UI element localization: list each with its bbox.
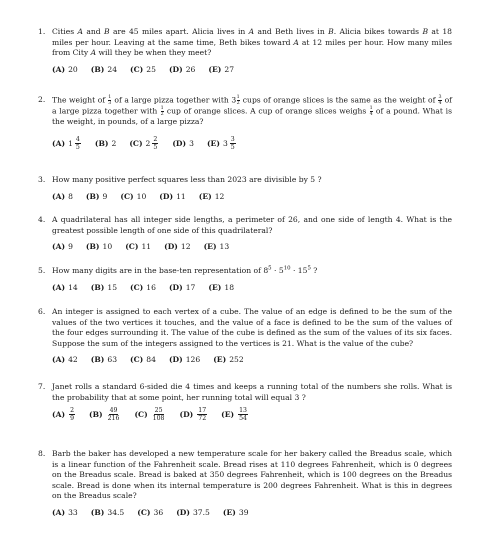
choice-c[interactable]: (C) 36 xyxy=(137,507,164,517)
problem-5 xyxy=(38,265,452,292)
problem-number: 7. xyxy=(38,382,46,391)
fraction: $\frac{1}{4}$ xyxy=(369,106,373,118)
choice-b[interactable]: (B) 24 xyxy=(90,64,118,74)
choice-a[interactable]: (A) 8 xyxy=(52,191,73,201)
problem-2 xyxy=(38,95,453,151)
choice-b[interactable]: (B) 63 xyxy=(90,355,118,365)
choice-e[interactable]: (E) 39 xyxy=(222,507,249,517)
problem-1 xyxy=(38,27,452,74)
problem-text: How many positive perfect squares less than 2023 are divisible by 5 ? xyxy=(52,175,322,184)
problem-6 xyxy=(38,307,452,365)
choice-b[interactable]: (B) 15 xyxy=(90,282,118,292)
choice-d[interactable]: (D) 17 xyxy=(168,282,196,292)
choice-d[interactable]: (D) 37.5 xyxy=(176,507,210,517)
choice-c[interactable]: (C) 84 xyxy=(130,355,156,365)
choice-a[interactable]: (A) 1 $\frac{4}{5}$ xyxy=(52,135,80,151)
choice-c[interactable]: (C) 10 xyxy=(120,191,147,201)
choice-b[interactable]: (B) 34.5 xyxy=(90,507,125,517)
problem-number: 5. xyxy=(38,266,46,275)
choice-d[interactable]: (D) 26 xyxy=(168,64,196,74)
problem-number: 4. xyxy=(38,215,46,224)
problem-4 xyxy=(38,215,452,252)
choice-b[interactable]: (B) 9 xyxy=(85,191,108,201)
choice-a[interactable]: (A) $\frac{2}{9}$ xyxy=(52,407,75,423)
answer-choices xyxy=(52,242,452,251)
problem-number: 8. xyxy=(38,449,46,458)
answer-choices xyxy=(52,508,452,517)
choice-d[interactable]: (D) $\frac{17}{72}$ xyxy=(179,407,207,423)
choice-d[interactable]: (D) 3 xyxy=(172,138,194,148)
problem-8 xyxy=(38,449,452,517)
problem-text: The weight of $\frac{1}{3}$ of a large pizza together with 3 $\frac{1}{2}$ cups of orange slices is the same as the weight of $\frac{3}{4}$ of a large pizza together with $\frac{1}{2}$ cup of orange slices. A cup of orange slices weighs $\frac{1}{4}$ of a pound. What is the weight, in pounds, of a large pizza? xyxy=(52,95,453,127)
problem-text: How many digits are in the base-ten representation of $8^5 \cdot 5^{10} \cdot 15^5$ ? xyxy=(52,265,318,275)
problem-text: Barb the baker has developed a new temperature scale for her bakery called the Breadus scale, which is a linear function of the Fahrenheit scale. Bread rises at 110 degrees Fahrenheit, which is 0 degrees on the Breadus scale. Bread is baked at 350 degrees Fahrenheit, which is 100 degrees on the Breadus scale. Bread is done when its internal temperature is 200 degrees Fahrenheit. What is this in degrees on the Breadus scale? xyxy=(52,449,452,501)
problem-text: Janet rolls a standard 6-sided die 4 times and keeps a running total of the numbers she rolls. What is the probability that at some point, her running total will equal 3 ? xyxy=(52,382,452,402)
problem-number: 6. xyxy=(38,307,46,316)
choice-e[interactable]: (E) 13 xyxy=(203,242,230,252)
problem-number: 3. xyxy=(38,175,46,184)
choice-c[interactable]: (C) 11 xyxy=(125,242,152,252)
choice-c[interactable]: (C) 25 xyxy=(130,64,156,74)
fraction: $\frac{3}{4}$ xyxy=(438,95,442,106)
problem-number: 1. xyxy=(38,27,46,36)
choice-a[interactable]: (A) 20 xyxy=(52,64,78,74)
problem-text: Cities A and B are 45 miles apart. Alicia lives in A and Beth lives in B. Alicia bikes towards B at 18 miles per hour. Leaving at the same time, Beth bikes toward A at 12 miles per hour. How many miles from City A will they be when they meet? xyxy=(52,27,452,58)
choice-a[interactable]: (A) 42 xyxy=(52,355,78,365)
answer-choices xyxy=(52,136,452,151)
answer-choices xyxy=(52,192,452,201)
choice-c[interactable]: (C) 2 $\frac{2}{5}$ xyxy=(129,135,158,151)
choice-d[interactable]: (D) 11 xyxy=(159,191,186,201)
fraction: $\frac{1}{3}$ xyxy=(108,95,112,106)
choice-d[interactable]: (D) 126 xyxy=(168,355,201,365)
answer-choices xyxy=(52,355,452,364)
answer-choices xyxy=(52,65,452,74)
choice-b[interactable]: (B) 10 xyxy=(85,242,113,252)
choice-e[interactable]: (E) 27 xyxy=(208,64,235,74)
problem-7 xyxy=(38,382,452,423)
choice-b[interactable]: (B) $\frac{49}{216}$ xyxy=(89,407,120,423)
problem-number: 2. xyxy=(38,95,46,104)
choice-c[interactable]: (C) $\frac{25}{108}$ xyxy=(134,407,165,423)
choice-c[interactable]: (C) 16 xyxy=(130,282,156,292)
answer-choices xyxy=(52,407,452,422)
choice-a[interactable]: (A) 9 xyxy=(52,242,73,252)
choice-b[interactable]: (B) 2 xyxy=(94,138,117,148)
choice-d[interactable]: (D) 12 xyxy=(164,242,191,252)
choice-a[interactable]: (A) 14 xyxy=(52,282,78,292)
problem-text: A quadrilateral has all integer side lengths, a perimeter of 26, and one side of length 4. What is the greatest possible length of one side of this quadrilateral? xyxy=(52,215,452,235)
choice-e[interactable]: (E) 18 xyxy=(208,282,235,292)
answer-choices xyxy=(52,283,452,292)
problem-text: An integer is assigned to each vertex of a cube. The value of an edge is defined to be the sum of the values of the two vertices it touches, and the value of a face is defined to be the sum of the values of the four edges surrounding it. The value of the cube is defined as the sum of the values of its six faces. Suppose the sum of the integers assigned to the vertices is 21. What is the value of the cube? xyxy=(52,307,452,348)
fraction: $\frac{1}{2}$ xyxy=(236,95,240,106)
problem-3 xyxy=(38,175,452,201)
choice-e[interactable]: (E) 3 $\frac{3}{5}$ xyxy=(206,135,235,151)
choice-e[interactable]: (E) 12 xyxy=(198,191,225,201)
choice-e[interactable]: (E) 252 xyxy=(213,355,244,365)
choice-e[interactable]: (E) $\frac{13}{54}$ xyxy=(221,407,247,423)
choice-a[interactable]: (A) 33 xyxy=(52,507,78,517)
fraction: $\frac{1}{2}$ xyxy=(160,106,164,118)
